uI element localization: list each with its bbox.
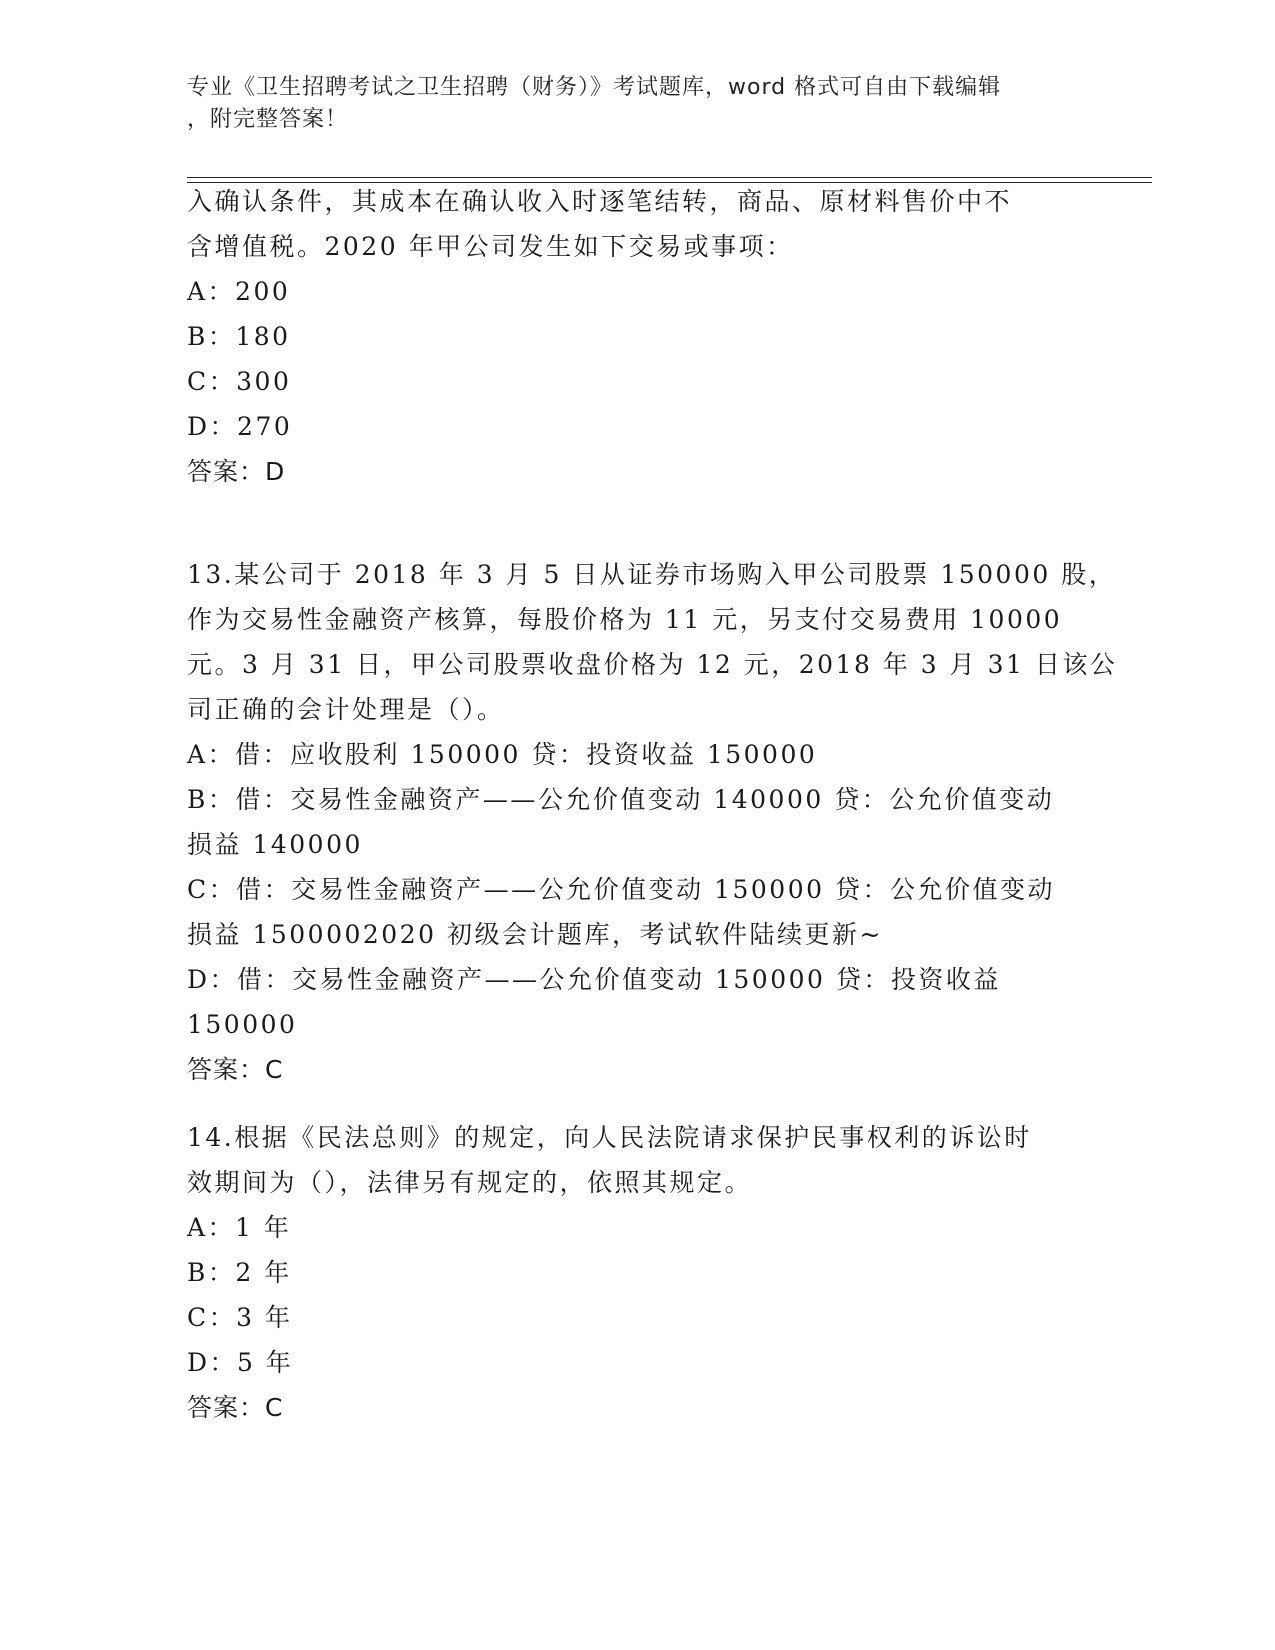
answer-line: 答案：D [187,457,286,486]
option-d-continued: 150000 [187,1010,298,1039]
option-b: B：2 年 [187,1258,292,1287]
option-d: D：借：交易性金融资产——公允价值变动 150000 贷：投资收益 [187,965,1001,994]
question-text-line: 效期间为（），法律另有规定的，依照其规定。 [187,1168,753,1197]
answer-line: 答案：C [187,1393,284,1422]
continued-question [187,179,1087,494]
question-text-line: 司正确的会计处理是（）。 [187,695,505,724]
question-text-line: 元。3 月 31 日，甲公司股票收盘价格为 12 元，2018 年 3 月 31 日该公 [187,650,1118,679]
question-text-line: 14.根据《民法总则》的规定，向人民法院请求保护民事权利的诉讼时 [187,1123,1032,1152]
option-d: D：270 [187,412,293,441]
option-c: C：借：交易性金融资产——公允价值变动 150000 贷：公允价值变动 [187,875,1055,904]
header-line-2: ，附完整答案！ [187,107,349,132]
question-13 [187,552,1118,1092]
option-c: C：3 年 [187,1303,293,1332]
option-c: C：300 [187,367,292,396]
header-divider-top [187,177,1152,178]
question-14 [187,1115,1087,1430]
option-d: D：5 年 [187,1348,294,1377]
option-a: A：1 年 [187,1213,292,1242]
answer-line: 答案：C [187,1055,284,1084]
question-text-line: 作为交易性金融资产核算，每股价格为 11 元，另支付交易费用 10000 [187,605,1063,634]
header-line-1: 专业《卫生招聘考试之卫生招聘（财务）》考试题库，word 格式可自由下载编辑 [187,75,1002,100]
question-text-line: 含增值税。2020 年甲公司发生如下交易或事项： [187,232,794,261]
question-text-line: 13.某公司于 2018 年 3 月 5 日从证券市场购入甲公司股票 150000 股， [187,560,1117,589]
page-header [187,72,1087,136]
question-text-line: 入确认条件，其成本在确认收入时逐笔结转，商品、原材料售价中不 [187,187,1013,216]
option-b: B：180 [187,322,291,351]
option-a: A：200 [187,277,291,306]
option-c-continued: 损益 1500002020 初级会计题库，考试软件陆续更新~ [187,920,883,949]
option-b-continued: 损益 140000 [187,830,363,859]
option-a: A：借：应收股利 150000 贷：投资收益 150000 [187,740,818,769]
option-b: B：借：交易性金融资产——公允价值变动 140000 贷：公允价值变动 [187,785,1055,814]
